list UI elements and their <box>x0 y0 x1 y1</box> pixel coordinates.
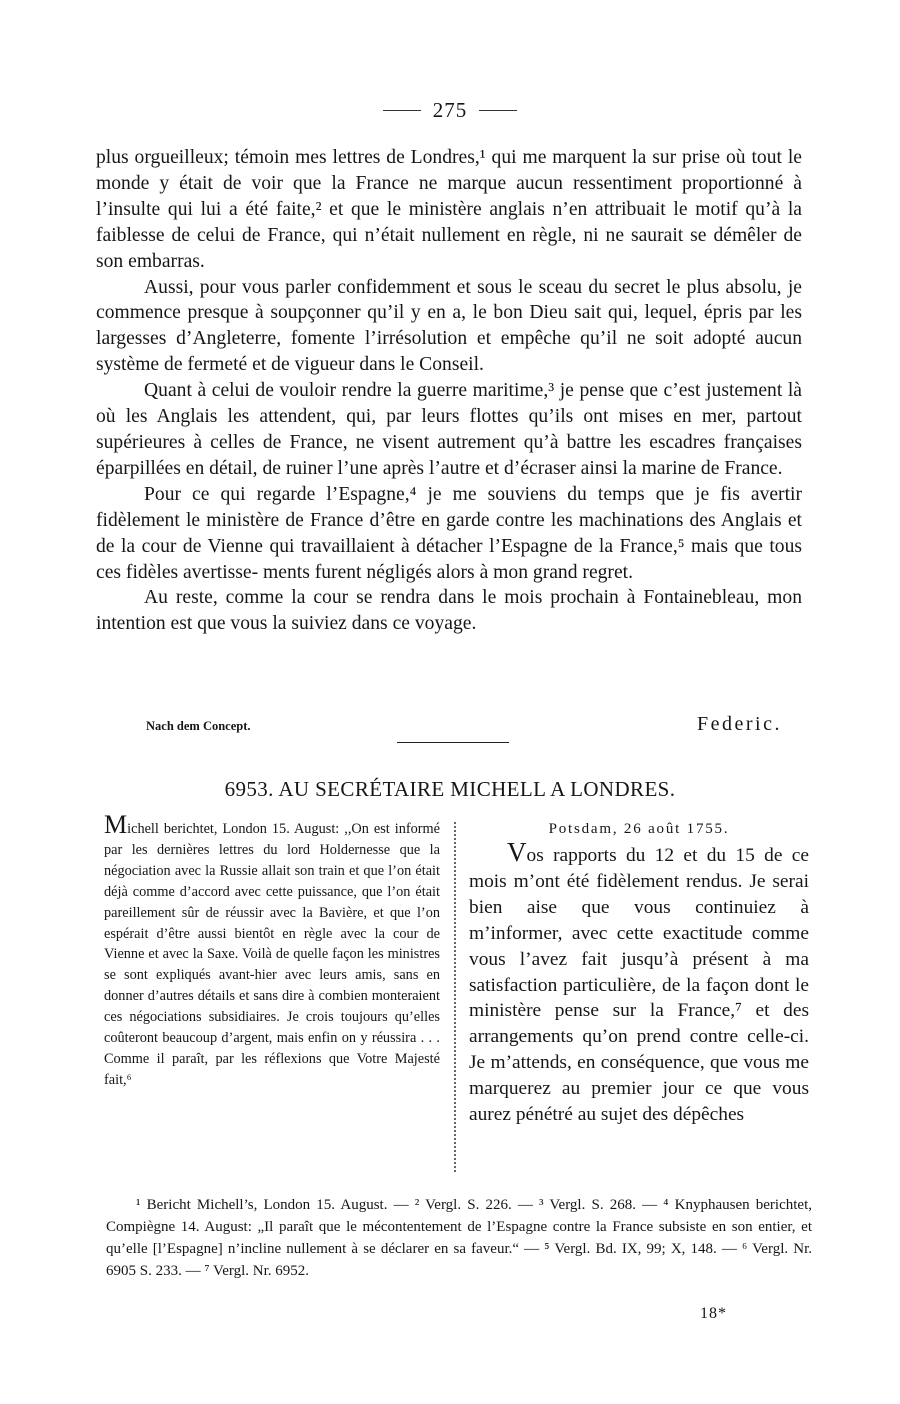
summary-initial: M <box>104 810 128 839</box>
page-header <box>0 98 900 123</box>
paragraph: Au reste, comme la cour se rendra dans le mois prochain à Fontainebleau, mon intention est que vous la suiviez dans ce voyage. <box>96 587 802 635</box>
header-rule-right <box>479 110 517 111</box>
document-title: 6953. AU SECRÉTAIRE MICHELL A LONDRES. <box>224 777 676 801</box>
signature-mark: 18* <box>700 1305 727 1322</box>
letter-text: os rapports du 12 et du 15 de ce mois m’ont été fidèlement rendus. Je serai bien aise que vous continuiez à m’informer, avec cette exactitude comme vous l’avez fait jusqu’à présent à ma satisfaction particulière, de la façon dont le ministère pense sur la France,⁷ et des arrangements qu’on prend contre celle-ci. Je m’attends, en conséquence, que vous me marquerez au premier jour ce que vous aurez pénétré au sujet des dépêches <box>469 845 809 1126</box>
section-separator <box>397 742 509 743</box>
closing-row <box>146 713 782 736</box>
summary-text: ichell berichtet, London 15. August: ,,On est informé par les dernières lettres du lord Holdernesse que la négociation avec la Russie allait son train et que l’on était déjà comme d’accord avec cette puissance, que l’on était pareillement sûr de réussir avec la Bavière, et que l’on espérait d’être aussi bientôt en règle avec la cour de Vienne et avec la Saxe. Voilà de quelle façon les ministres se sont expliqués avant-hier avec leurs amis, sans en donner d’autres détails et sans dire à combien monteraient ces négociations subsidiaires. Je crois toujours qu’elles coûteront beaucoup d’argent, mais enfin on y réussira . . . Comme il paraît, par les réflexions que Votre Majesté fait,⁶ <box>104 821 440 1088</box>
letter-column <box>469 818 809 1128</box>
summary-column <box>104 810 440 1091</box>
letter-body <box>469 837 809 1128</box>
source-note: Nach dem Concept. <box>146 719 251 733</box>
paragraph: Aussi, pour vous parler confidemment et sous le sceau du secret le plus absolu, je commence presque à soupçonner qu’il y en a, le bon Dieu sait qui, lequel, épris par les largesses d’Angleterre, fomente l’irrésolution et empêche qu’il ne soit adopté aucun système de fermeté et de vigueur dans le Conseil. <box>96 276 802 376</box>
letter-initial: V <box>507 837 527 867</box>
page-number: 275 <box>432 98 468 122</box>
signature: Federic. <box>697 713 782 735</box>
header-rule-left <box>383 110 421 111</box>
paragraph: plus orgueilleux; témoin mes lettres de Londres,¹ qui me marquent la sur prise où tout le monde y était de voir que la France ne marque aucun ressentiment proportionné à l’insulte qui lui a été faite,² et que le ministère anglais n’en attribuait le motif qu’à la faiblesse de celui de France, qui n’était nullement en règle, ni ne saurait se démêler de son embarras. <box>96 147 802 272</box>
footnotes <box>106 1194 812 1282</box>
main-text <box>96 145 802 637</box>
footnote-text: ¹ Bericht Michell’s, London 15. August. — ² Vergl. S. 226. — ³ Vergl. S. 268. — ⁴ Knyphausen berichtet, Compiègne 14. August: „Il paraît que le mécontentement de l’Espagne contre la France subsiste en son entier, et qu’elle [l’Espagne] n’incline nullement à se déclarer en sa faveur.“ — ⁵ Vergl. Bd. IX, 99; X, 148. — ⁶ Vergl. Nr. 6905 S. 233. — ⁷ Vergl. Nr. 6952. <box>106 1197 812 1279</box>
paragraph: Quant à celui de vouloir rendre la guerre maritime,³ je pense que c’est justement là où les Anglais les attendent, qui, par leurs flottes qu’ils ont mises en mer, partout supérieures à celles de France, ne visent autrement qu’à battre les escadres françaises éparpillées en détail, de ruiner l’une après l’autre et d’écraser ainsi la marine de France. <box>96 380 802 479</box>
dateline: Potsdam, 26 août 1755. <box>548 821 730 837</box>
column-divider <box>454 822 456 1172</box>
paragraph: Pour ce qui regarde l’Espagne,⁴ je me souviens du temps que je fis avertir fidèlement le ministère de France d’être en garde contre les machinations des Anglais et de la cour de Vienne qui travaillaient à détacher l’Espagne de la France,⁵ mais que tous ces fidèles avertisse- ments furent négligés alors à mon grand regret. <box>96 483 802 583</box>
